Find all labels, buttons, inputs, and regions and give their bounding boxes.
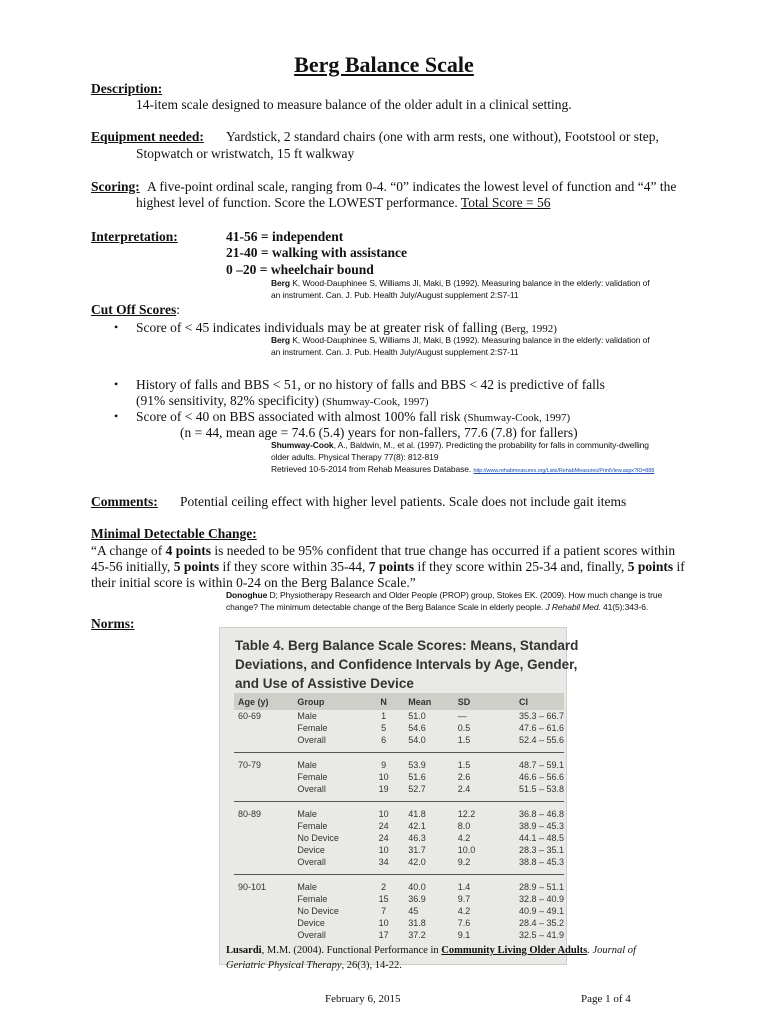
norms-table-title	[235, 636, 578, 693]
cell-age	[234, 783, 293, 802]
citation-text-2: an instrument. Can. J. Pub. Health July/August supplement 2:S7-11	[271, 347, 519, 357]
cell-mean: 37.2	[408, 930, 426, 940]
bullet-icon: •	[114, 320, 119, 334]
mdc-text: is needed to be 95% confident that true change has occurred if a patient scores within	[211, 543, 676, 558]
cell-age	[234, 905, 293, 917]
mdc-text: “A change of	[91, 543, 166, 558]
cell-ci: 44.1 – 48.5	[518, 833, 564, 843]
cell-n: 24	[378, 821, 389, 831]
page-title: Berg Balance Scale	[294, 52, 474, 77]
citation-text-3: Retrieved 10-5-2014 from Rehab Measures Database.	[271, 464, 472, 474]
description-text: 14-item scale designed to measure balance of the older adult in a clinical setting.	[136, 97, 572, 112]
cell-group: Overall	[293, 783, 359, 802]
cell-ci: 28.9 – 51.1	[518, 882, 564, 892]
cell-mean: 54.0	[404, 734, 454, 753]
cell-sd: 10.0	[457, 845, 476, 855]
cell-age: 90-101	[238, 882, 267, 892]
footer-page-number: Page 1 of 4	[581, 993, 631, 1005]
cutoff-label-colon: :	[176, 302, 181, 317]
cell-sd: 7.6	[457, 918, 471, 928]
cutoff-bullet-3-cite: (Shumway-Cook, 1997)	[463, 412, 571, 424]
cell-age	[234, 820, 293, 832]
cell-n: 34	[359, 856, 404, 875]
cell-ci: 48.7 – 59.1	[518, 760, 564, 770]
cell-group: Device	[297, 845, 325, 855]
table-row	[234, 844, 564, 856]
table-row	[234, 929, 564, 941]
cell-group: Male	[297, 711, 317, 721]
table-row	[234, 783, 564, 802]
table-row	[234, 722, 564, 734]
cutoff-bullet-2-text: (91% sensitivity, 82% specificity)	[136, 393, 319, 408]
cell-ci: 32.8 – 40.9	[518, 894, 564, 904]
cell-n: 10	[378, 772, 389, 782]
cutoff-citation	[271, 334, 649, 358]
footer-date: February 6, 2015	[325, 993, 401, 1005]
cell-sd: —	[457, 711, 467, 721]
cutoff-citation-2	[271, 439, 654, 477]
cell-sd: 2.6	[457, 772, 471, 782]
citation-text: K, Wood-Dauphinee S, Williams JI, Maki, B (1992). Measuring balance in the elderly: validation of	[292, 335, 650, 345]
cell-age: 60-69	[238, 711, 262, 721]
cell-ci: 40.9 – 49.1	[518, 906, 564, 916]
cell-n: 9	[381, 760, 387, 770]
citation-title: Community Living Older Adults	[441, 945, 588, 956]
mdc-points: 7 points	[368, 559, 415, 574]
cutoff-bullet-3-text: Score of < 40 on BBS associated with almost 100% fall risk	[136, 409, 461, 424]
cutoff-bullet-1-text: Score of < 45 indicates individuals may be at greater risk of falling	[136, 320, 498, 335]
cell-n: 10	[378, 918, 389, 928]
rehab-measures-link[interactable]: http://www.rehabmeasures.org/Lists/RehabMeasures/PrintView.aspx?ID=888	[473, 468, 655, 474]
header-mean: Mean	[404, 693, 454, 710]
cell-age	[234, 917, 293, 929]
table-row	[234, 771, 564, 783]
bullet-icon: •	[114, 377, 119, 391]
citation-author: Donoghue	[226, 590, 268, 600]
header-n: N	[359, 693, 404, 710]
citation-journal: J Rehabil Med.	[545, 602, 601, 612]
cell-ci: 32.5 – 41.9	[518, 930, 564, 940]
scoring-line2	[136, 194, 550, 211]
cell-sd: 1.5	[454, 734, 515, 753]
cell-ci: 28.3 – 35.1	[518, 845, 564, 855]
cell-mean: 31.7	[408, 845, 426, 855]
cutoff-bullet-3-line2: (n = 44, mean age = 74.6 (5.4) years for non-fallers, 77.6 (7.8) for fallers)	[180, 425, 578, 440]
citation-text-2: older adults. Physical Therapy 77(8): 812-819	[271, 452, 439, 462]
cell-mean: 31.8	[408, 918, 426, 928]
citation-journal-2: Geriatric Physical Therapy	[226, 960, 342, 971]
cell-sd: 9.1	[457, 930, 471, 940]
citation-journal: . Journal of	[587, 945, 636, 956]
cell-mean: 42.0	[404, 856, 454, 875]
cell-ci: 46.6 – 56.6	[518, 772, 564, 782]
cell-group: No Device	[297, 833, 339, 843]
citation-author: Shumway-Cook	[271, 440, 334, 450]
total-score: Total Score = 56	[460, 195, 551, 210]
citation-text: , A., Baldwin, M., et al. (1997). Predicting the probability for falls in community-dwelling	[333, 440, 649, 450]
bullet-icon: •	[114, 409, 119, 423]
cutoff-label-text: Cut Off Scores	[91, 302, 177, 317]
cell-group: No Device	[297, 906, 339, 916]
scoring-line2-text: highest level of function. Score the LOWEST performance.	[136, 195, 458, 210]
norms-table-title-1: Table 4. Berg Balance Scale Scores: Means, Standard	[235, 638, 579, 653]
citation-author: Berg	[271, 278, 290, 288]
norms-label: Norms:	[91, 616, 135, 631]
cell-mean: 51.0	[408, 711, 426, 721]
cell-sd: 4.2	[457, 833, 471, 843]
citation-text-2: change? The minimum detectable change of the Berg Balance Scale in elderly people.	[226, 602, 544, 612]
cell-mean: 41.8	[408, 809, 426, 819]
cell-group: Female	[297, 772, 328, 782]
interpretation-item-wheelchair: 0 –20 = wheelchair bound	[226, 262, 374, 277]
cell-ci: 35.3 – 66.7	[518, 711, 564, 721]
norms-table	[234, 693, 564, 941]
mdc-points: 4 points	[165, 543, 211, 558]
cell-mean: 51.6	[408, 772, 426, 782]
cell-sd: 9.7	[457, 894, 471, 904]
cell-sd: 9.2	[454, 856, 515, 875]
cell-age	[234, 832, 293, 844]
table-row	[234, 856, 564, 875]
cell-ci: 47.6 – 61.6	[518, 723, 564, 733]
cell-group: Male	[297, 882, 317, 892]
table-row	[234, 917, 564, 929]
citation-author: Berg	[271, 335, 290, 345]
interpretation-item-independent: 41-56 = independent	[226, 229, 344, 244]
cell-mean: 45	[408, 906, 419, 916]
cell-sd: 4.2	[457, 906, 471, 916]
citation-text-2: an instrument. Can. J. Pub. Health July/August supplement 2:S7-11	[271, 290, 519, 300]
scoring-label: Scoring:	[91, 179, 140, 194]
citation-text: D; Physiotherapy Research and Older People (PROP) group, Stokes EK. (2009). How much change is true	[267, 590, 663, 600]
table-row	[234, 820, 564, 832]
cell-sd: 1.5	[457, 760, 471, 770]
cutoff-bullet-1-cite: (Berg, 1992)	[500, 323, 557, 335]
cell-mean: 53.9	[408, 760, 426, 770]
norms-table-figure	[219, 627, 579, 965]
cell-ci: 28.4 – 35.2	[518, 918, 564, 928]
table-row	[234, 875, 564, 894]
interpretation-item-assistance: 21-40 = walking with assistance	[226, 245, 407, 260]
cell-group: Female	[297, 723, 328, 733]
mdc-points: 5 points	[627, 559, 674, 574]
cell-n: 24	[378, 833, 389, 843]
mdc-text: if they score within 25-34 and, finally,	[414, 559, 628, 574]
cell-ci: 52.4 – 55.6	[515, 734, 564, 753]
header-ci: CI	[515, 693, 564, 710]
cell-mean: 54.6	[408, 723, 426, 733]
cell-sd: 1.4	[457, 882, 471, 892]
citation-author: Lusardi	[226, 945, 262, 956]
cell-age	[234, 844, 293, 856]
cell-group: Overall	[293, 734, 359, 753]
cell-mean: 36.9	[408, 894, 426, 904]
cell-group: Male	[297, 760, 317, 770]
cell-age	[234, 722, 293, 734]
mdc-text: if	[673, 559, 685, 574]
interpretation-citation	[271, 277, 649, 301]
cell-group: Female	[297, 894, 328, 904]
table-row	[234, 753, 564, 772]
description-label: Description:	[91, 81, 163, 96]
cell-age	[234, 856, 293, 875]
cutoff-bullet-2: History of falls and BBS < 51, or no history of falls and BBS < 42 is predictive of falls	[136, 377, 605, 392]
equipment-line1: Yardstick, 2 standard chairs (one with arm rests, one without), Footstool or step,	[226, 129, 659, 144]
cell-n: 6	[359, 734, 404, 753]
cell-sd: 12.2	[457, 809, 476, 819]
cell-n: 7	[381, 906, 387, 916]
cell-mean: 46.3	[408, 833, 426, 843]
citation-text: , M.M. (2004). Functional Performance in	[261, 945, 442, 956]
table-row	[234, 734, 564, 753]
header-group: Group	[293, 693, 359, 710]
mdc-line3: their initial score is within 0-24 on the Berg Balance Scale.”	[91, 575, 416, 590]
citation-text-3: 41(5):343-6.	[603, 602, 649, 612]
table-row	[234, 832, 564, 844]
cell-sd: 8.0	[457, 821, 471, 831]
citation-text-2: , 26(3), 14-22.	[341, 960, 402, 971]
cell-age: 80-89	[238, 809, 262, 819]
mdc-label: Minimal Detectable Change:	[91, 526, 257, 541]
cell-ci: 36.8 – 46.8	[518, 809, 564, 819]
norms-table-title-2: Deviations, and Confidence Intervals by Age, Gender,	[235, 657, 578, 672]
cell-age	[234, 893, 293, 905]
cell-group: Female	[297, 821, 328, 831]
cell-n: 2	[381, 882, 387, 892]
norms-citation	[226, 943, 636, 973]
cell-group: Device	[297, 918, 325, 928]
cell-n: 5	[381, 723, 387, 733]
comments-label: Comments:	[91, 494, 158, 509]
cell-group: Overall	[297, 930, 326, 940]
equipment-line2: Stopwatch or wristwatch, 15 ft walkway	[136, 146, 355, 161]
mdc-line1	[91, 542, 675, 559]
cell-sd: 2.4	[454, 783, 515, 802]
cell-n: 10	[378, 845, 389, 855]
header-sd: SD	[454, 693, 515, 710]
table-row	[234, 893, 564, 905]
cell-age	[234, 734, 293, 753]
comments-text: Potential ceiling effect with higher level patients. Scale does not include gait items	[180, 494, 627, 509]
cell-ci: 38.9 – 45.3	[518, 821, 564, 831]
interpretation-label: Interpretation:	[91, 229, 178, 244]
mdc-points: 5 points	[173, 559, 220, 574]
cell-n: 15	[378, 894, 389, 904]
cell-age	[234, 771, 293, 783]
header-age: Age (y)	[234, 693, 293, 710]
table-row	[234, 710, 564, 722]
mdc-line2	[91, 558, 685, 575]
equipment-label: Equipment needed:	[91, 129, 204, 144]
cell-n: 10	[378, 809, 389, 819]
cell-mean: 40.0	[408, 882, 426, 892]
cell-age	[234, 929, 293, 941]
mdc-text: if they score within 35-44,	[219, 559, 369, 574]
cell-sd: 0.5	[457, 723, 471, 733]
cell-age: 70-79	[238, 760, 262, 770]
cell-mean: 42.1	[408, 821, 426, 831]
norms-table-title-3: and Use of Assistive Device	[235, 676, 414, 691]
cutoff-label	[91, 301, 180, 318]
cell-group: Overall	[293, 856, 359, 875]
cell-mean: 52.7	[404, 783, 454, 802]
mdc-text: 45-56 initially,	[91, 559, 174, 574]
mdc-citation	[226, 589, 662, 613]
norms-table-header	[234, 693, 564, 710]
cell-group: Male	[297, 809, 317, 819]
cell-n: 1	[381, 711, 387, 721]
cell-ci: 38.8 – 45.3	[515, 856, 564, 875]
cutoff-bullet-2-cite: (Shumway-Cook, 1997)	[322, 396, 429, 408]
table-row	[234, 802, 564, 821]
cell-ci: 51.5 – 53.8	[515, 783, 564, 802]
citation-text: K, Wood-Dauphinee S, Williams JI, Maki, B (1992). Measuring balance in the elderly: validation of	[292, 278, 650, 288]
cell-n: 19	[359, 783, 404, 802]
scoring-line1: A five-point ordinal scale, ranging from 0-4. “0” indicates the lowest level of function and “4” the	[147, 179, 677, 194]
table-row	[234, 905, 564, 917]
cell-n: 17	[378, 930, 389, 940]
